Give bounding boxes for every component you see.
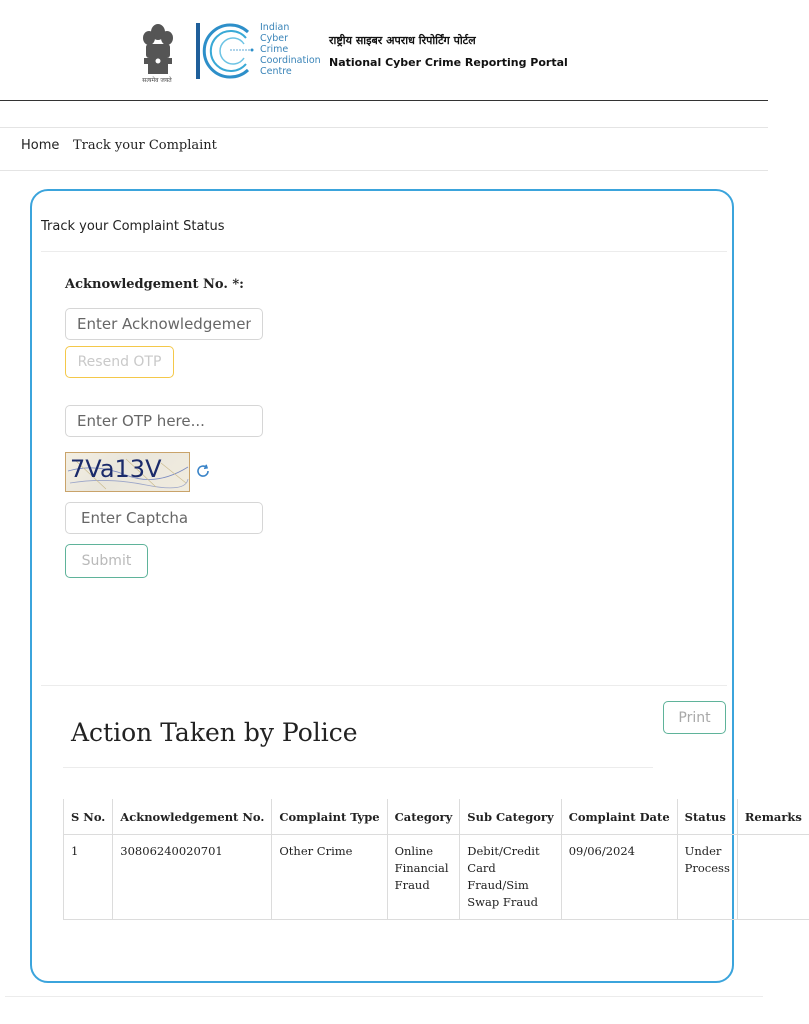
portal-title-hindi: राष्ट्रीय साइबर अपराध रिपोर्टिंग पोर्टल <box>329 34 476 47</box>
ack-label: Acknowledgement No. *: <box>65 277 244 292</box>
ack-input[interactable] <box>65 308 263 340</box>
col-category: Category <box>387 799 460 835</box>
breadcrumb-home-link[interactable]: Home <box>21 138 60 153</box>
cell-type: Other Crime <box>272 835 387 920</box>
resend-otp-button[interactable]: Resend OTP <box>65 346 174 378</box>
i4c-line: Centre <box>260 66 292 77</box>
cell-date: 09/06/2024 <box>561 835 677 920</box>
cell-ack: 30806240020701 <box>113 835 272 920</box>
print-button[interactable]: Print <box>663 701 726 734</box>
cell-remarks <box>737 835 809 920</box>
cell-subcategory: Debit/Credit Card Fraud/Sim Swap Fraud <box>460 835 561 920</box>
col-ack: Acknowledgement No. <box>113 799 272 835</box>
divider <box>41 251 727 252</box>
emblem-caption: सत्यमेव जयते <box>142 77 172 84</box>
cell-sno: 1 <box>64 835 113 920</box>
action-table <box>63 799 809 920</box>
col-date: Complaint Date <box>561 799 677 835</box>
cell-category: Online Financial Fraud <box>387 835 460 920</box>
divider <box>63 767 653 768</box>
col-remarks: Remarks <box>737 799 809 835</box>
table-header-row <box>64 799 809 835</box>
col-sno: S No. <box>64 799 113 835</box>
footer-divider <box>5 996 763 997</box>
i4c-name <box>260 22 321 77</box>
col-status: Status <box>677 799 737 835</box>
card-title: Track your Complaint Status <box>41 219 225 234</box>
i4c-line: Indian <box>260 22 290 33</box>
site-header <box>0 0 768 101</box>
breadcrumb-current[interactable]: Track your Complaint <box>73 138 217 153</box>
captcha-text: 7Va13V <box>70 455 162 483</box>
col-subcategory: Sub Category <box>460 799 561 835</box>
portal-title-english: National Cyber Crime Reporting Portal <box>329 56 568 69</box>
divider <box>41 685 727 686</box>
i4c-logo-icon <box>190 20 260 82</box>
i4c-line: Coordination <box>260 55 321 66</box>
breadcrumb <box>0 127 768 171</box>
action-taken-heading: Action Taken by Police <box>71 718 358 747</box>
i4c-line: Cyber <box>260 33 289 44</box>
otp-input[interactable] <box>65 405 263 437</box>
captcha-image <box>65 452 190 492</box>
refresh-captcha-icon[interactable] <box>195 463 211 479</box>
col-type: Complaint Type <box>272 799 387 835</box>
action-table-container[interactable] <box>63 799 802 919</box>
submit-button[interactable]: Submit <box>65 544 148 578</box>
track-complaint-card <box>30 189 802 983</box>
cell-status: Under Process <box>677 835 737 920</box>
i4c-line: Crime <box>260 44 289 55</box>
table-row <box>64 835 809 920</box>
captcha-input[interactable] <box>65 502 263 534</box>
